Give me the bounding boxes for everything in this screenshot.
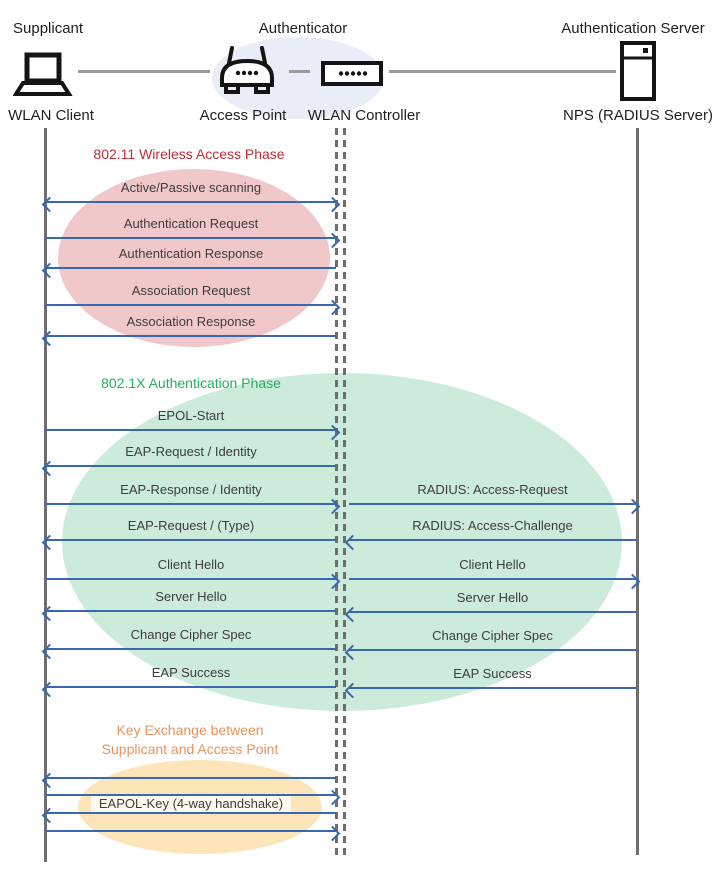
message-label: EPOL-Start <box>157 408 225 423</box>
message-arrow <box>46 237 336 239</box>
server-icon <box>619 41 657 101</box>
phase-title-key-exchange-line-1: Key Exchange between <box>116 722 264 738</box>
message-label: EAP-Request / Identity <box>125 444 257 459</box>
message-label: Client Hello <box>459 557 526 572</box>
message-arrow <box>46 503 336 505</box>
role-label-authenticator: Authenticator <box>258 20 348 37</box>
message-label: Active/Passive scanning <box>120 180 262 195</box>
message-label: Server Hello <box>155 589 227 604</box>
phase-title-802-1x: 802.1X Authentication Phase <box>101 375 281 391</box>
node-label-wlan-controller: WLAN Controller <box>307 107 421 124</box>
connector-line-client-ap <box>78 70 210 73</box>
laptop-icon <box>13 52 73 98</box>
connector-line-controller-server <box>389 70 616 73</box>
message-label: EAP Success <box>151 665 231 680</box>
message-arrow <box>46 578 336 580</box>
role-label-authentication-server: Authentication Server <box>561 20 705 37</box>
access-point-icon <box>216 46 278 98</box>
message-label: Change Cipher Spec <box>432 628 553 643</box>
message-arrow <box>46 648 336 650</box>
message-arrow <box>46 777 336 779</box>
message-arrow <box>46 304 336 306</box>
message-arrow <box>46 201 336 203</box>
message-arrow <box>46 335 336 337</box>
message-label: RADIUS: Access-Challenge <box>412 518 573 533</box>
node-label-nps-radius-server: NPS (RADIUS Server) <box>562 107 713 124</box>
wlan-controller-icon <box>321 60 383 88</box>
message-label: EAPOL-Key (4-way handshake) <box>91 796 291 812</box>
message-arrow <box>349 687 636 689</box>
node-label-wlan-client: WLAN Client <box>8 107 94 124</box>
message-arrow <box>349 649 636 651</box>
phase-ellipse-802-1x <box>62 373 622 711</box>
message-label: Authentication Request <box>123 216 259 231</box>
message-label: Authentication Response <box>118 246 264 261</box>
message-arrow <box>46 830 336 832</box>
message-arrow <box>349 539 636 541</box>
phase-title-key-exchange-line-2: Supplicant and Access Point <box>101 741 279 757</box>
message-label: RADIUS: Access-Request <box>417 482 568 497</box>
message-label: Association Response <box>126 314 256 329</box>
message-arrow <box>46 812 336 814</box>
message-arrow <box>46 267 336 269</box>
phase-title-802-11: 802.11 Wireless Access Phase <box>93 146 285 162</box>
message-arrow <box>46 686 336 688</box>
message-label: EAP Success <box>453 666 532 681</box>
message-arrow <box>46 539 336 541</box>
node-label-access-point: Access Point <box>199 107 287 124</box>
message-label: EAP-Response / Identity <box>120 482 262 497</box>
phase-title-key-exchange <box>102 721 279 759</box>
message-label: Server Hello <box>456 590 529 605</box>
message-arrow <box>46 429 336 431</box>
message-arrow <box>349 611 636 613</box>
lifeline-nps-server <box>636 128 639 855</box>
message-label: Client Hello <box>157 557 225 572</box>
message-label: Association Request <box>131 283 251 298</box>
message-arrow <box>349 503 636 505</box>
lifeline-wlan-controller-right-dash <box>343 128 346 855</box>
role-label-supplicant: Supplicant <box>13 20 84 37</box>
message-arrow <box>46 610 336 612</box>
message-label: EAP-Request / (Type) <box>127 518 255 533</box>
message-arrow <box>46 465 336 467</box>
message-label: Change Cipher Spec <box>130 627 252 642</box>
connector-line-ap-controller <box>289 70 310 73</box>
message-arrow <box>349 578 636 580</box>
